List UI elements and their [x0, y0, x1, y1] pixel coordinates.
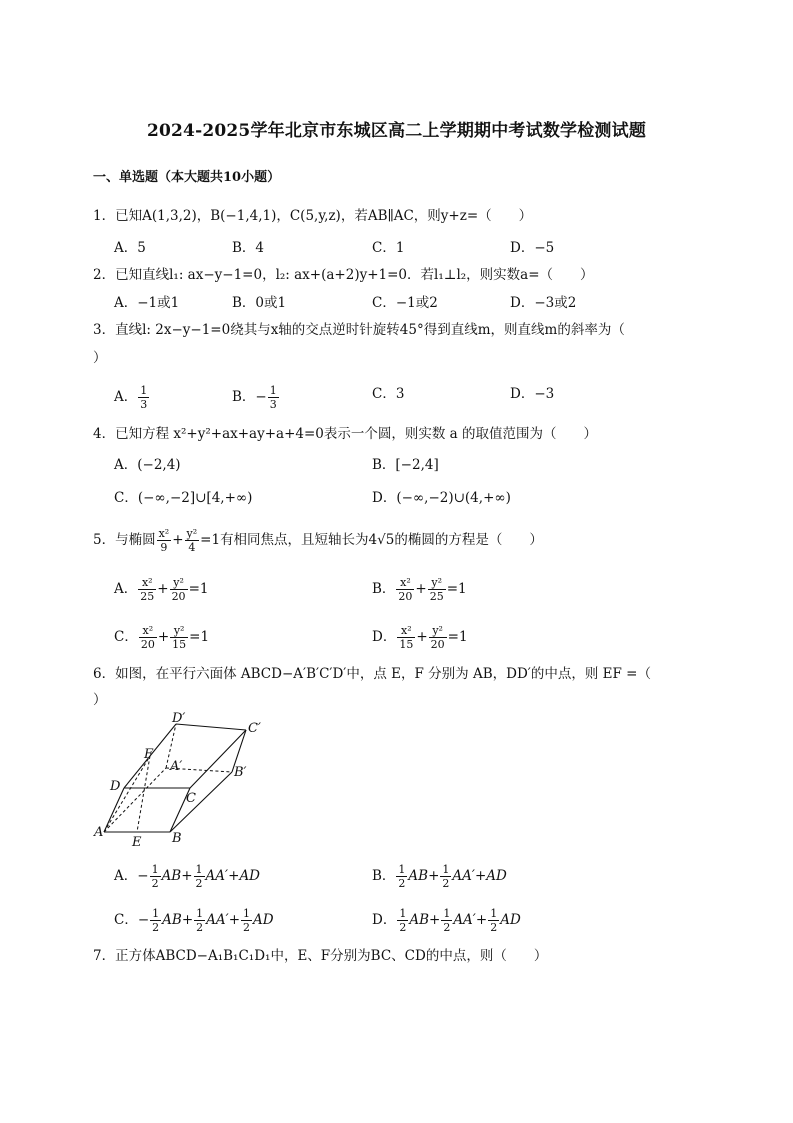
question-3-close: ） — [93, 350, 107, 366]
fraction: $\frac{1}{3}$ — [269, 384, 277, 411]
q2-option-d: D．−3或2 — [510, 295, 577, 311]
question-6: 6．如图，在平行六面体 ABCD−A′B′C′D′中，点 E，F 分别为 AB，DD′的中点，则 EF =（ — [93, 666, 651, 682]
fraction: $\frac{1}{3}$ — [140, 384, 148, 411]
label-f: F — [144, 747, 154, 762]
q3-option-d: D．−3 — [510, 386, 555, 402]
q4-option-a: A．(−2,4) — [114, 457, 181, 473]
q1-option-c: C．1 — [372, 240, 405, 256]
q1-option-d: D．−5 — [510, 240, 555, 256]
q2-option-b: B．0或1 — [232, 295, 287, 311]
document-title: 2024-2025学年北京市东城区高二上学期期中考试数学检测试题 — [146, 121, 647, 141]
q4-option-b: B．[−2,4] — [372, 457, 439, 473]
question-7: 7．正方体ABCD−A₁B₁C₁D₁中，E、F分别为BC、CD的中点，则（ ） — [93, 948, 548, 964]
q3-option-a: A． $\frac{1}{3}$ — [114, 384, 148, 411]
q2-option-c: C．−1或2 — [372, 295, 438, 311]
q5-option-d: D． $\frac{\text{x²}}{15}$ + $\frac{\text{y²}}{20}$ =1 — [372, 624, 468, 651]
edge-d1c1 — [176, 724, 246, 730]
label-b1: B′ — [234, 765, 247, 780]
q5-option-a: A． $\frac{\text{x²}}{25}$ + $\frac{\text{y²}}{20}$ =1 — [114, 576, 209, 603]
section-heading: 一、单选题（本大题共10小题） — [93, 170, 281, 185]
question-3: 3．直线l: 2x−y−1=0绕其与x轴的交点逆时针旋转45°得到直线m，则直线m的斜率为（ — [93, 322, 625, 338]
segment-ef — [137, 756, 150, 832]
q6-option-a: A．− $\frac{1}{2}$ AB+ $\frac{1}{2}$ AA′+AD — [114, 863, 261, 890]
q6-option-b: B． $\frac{1}{2}$ AB+ $\frac{1}{2}$ AA′+AD — [372, 863, 507, 890]
q5-option-c: C． $\frac{\text{x²}}{20}$ + $\frac{\text{y²}}{15}$ =1 — [114, 624, 210, 651]
q4-option-d: D．(−∞,−2)∪(4,+∞) — [372, 490, 511, 506]
q1-option-b: B．4 — [232, 240, 265, 256]
q6-option-d: D． $\frac{1}{2}$ AB+ $\frac{1}{2}$ AA′+ $\frac{1}{2}$ AD — [372, 907, 521, 934]
label-b: B — [172, 831, 182, 846]
label-d1: D′ — [172, 712, 186, 726]
parallelepiped-figure — [90, 712, 280, 850]
label-a1: A′ — [170, 759, 183, 774]
label-c1: C′ — [248, 721, 261, 736]
label-a: A — [94, 825, 104, 840]
q5-option-b: B． $\frac{\text{x²}}{20}$ + $\frac{\text{y²}}{25}$ =1 — [372, 576, 467, 603]
edge-aa1 — [104, 768, 166, 832]
question-1: 1．已知A(1,3,2)，B(−1,4,1)，C(5,y,z)，若AB∥AC，则y+z=（ ） — [93, 208, 533, 224]
edge-ad — [104, 788, 124, 832]
q2-option-a: A．−1或1 — [114, 295, 180, 311]
question-5: 5．与椭圆 $\frac{\text{x²}}{9}$ + $\frac{\text{y²}}{4}$ =1有相同焦点，且短轴长为4√5的椭圆的方程是（ ） — [93, 527, 543, 554]
q3-option-b: B．− $\frac{1}{3}$ — [232, 384, 277, 411]
question-4: 4．已知方程 x²+y²+ax+ay+a+4=0表示一个圆，则实数 a 的取值范围为（ ） — [93, 426, 598, 442]
question-6-close: ） — [93, 692, 107, 708]
label-c: C — [186, 791, 196, 806]
label-d: D — [110, 779, 121, 794]
edge-bb1 — [170, 772, 232, 832]
q3-option-c: C．3 — [372, 386, 405, 402]
label-e: E — [132, 835, 142, 850]
q6-option-c: C．− $\frac{1}{2}$ AB+ $\frac{1}{2}$ AA′+ $\frac{1}{2}$ AD — [114, 907, 274, 934]
q1-option-a: A．5 — [114, 240, 146, 256]
question-2: 2．已知直线l₁: ax−y−1=0，l₂: ax+(a+2)y+1=0．若l₁⊥l₂，则实数a=（ ） — [93, 267, 594, 283]
q4-option-c: C．(−∞,−2]∪[4,+∞) — [114, 490, 253, 506]
